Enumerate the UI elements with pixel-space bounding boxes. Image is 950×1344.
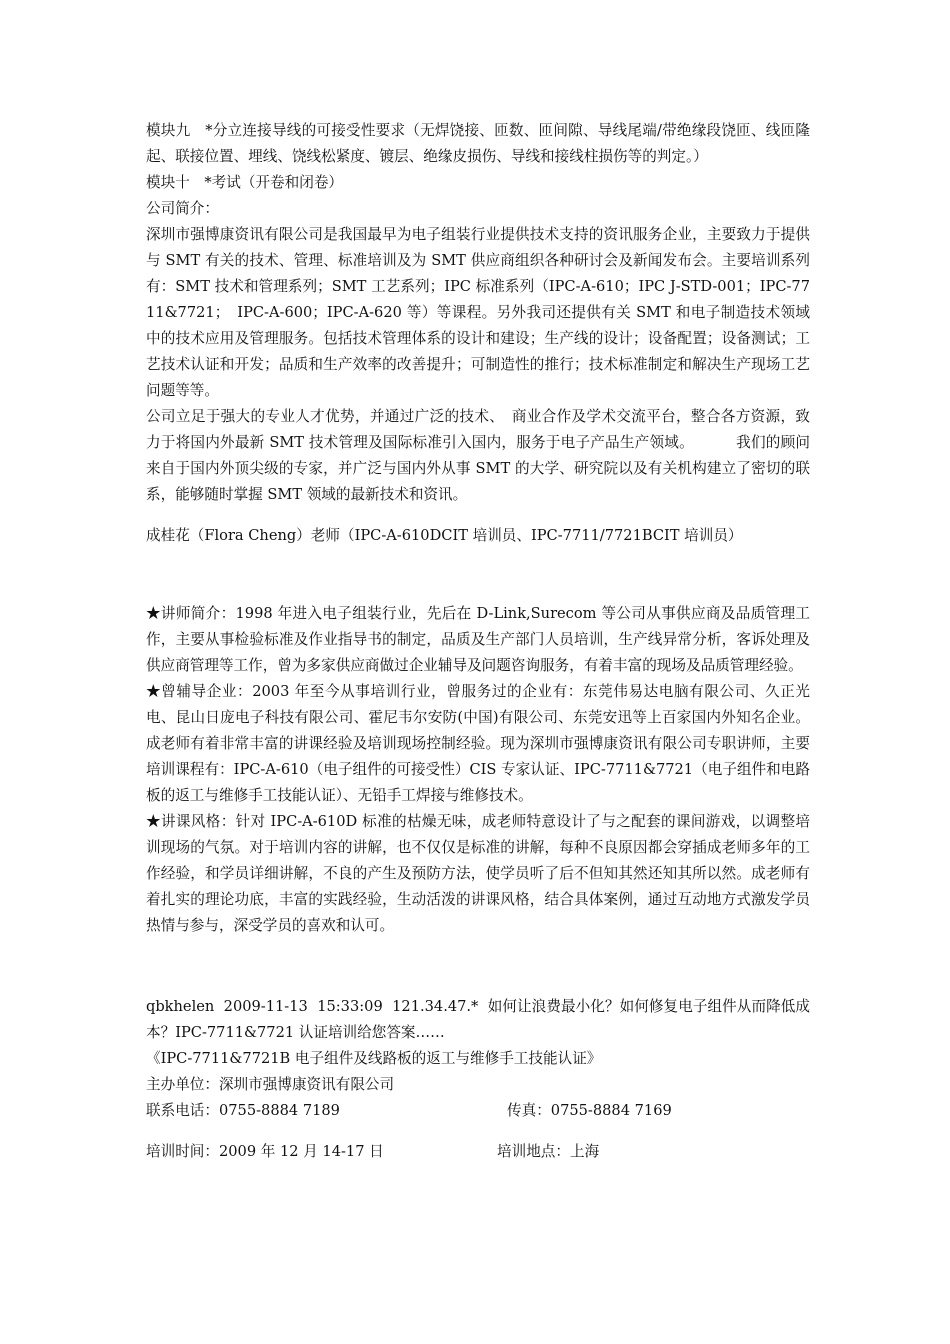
trainer-clients: ★曾辅导企业：2003 年至今从事培训行业，曾服务过的企业有：东莞伟易达电脑有限公司、久正光电、昆山日庞电子科技有限公司、霍尼韦尔安防(中国)有限公司、东莞安迅等上百家国内外知名企业。成老师有着非常丰富的讲课经验及培训现场控制经验。现为深圳市强博康资讯有限公司专职讲师，主要培训课程有：IPC-A-610（电子组件的可接受性）CIS 专家认证、IPC-7711&7721（电子组件和电路板的返工与维修手工技能认证）、无铅手工焊接与维修技术。 xyxy=(146,683,810,804)
training-place: 培训地点：上海 xyxy=(497,1143,600,1160)
module-ten: 模块十 *考试（开卷和闭卷） xyxy=(146,174,344,191)
spacer xyxy=(146,549,810,601)
schedule-row xyxy=(146,1139,810,1165)
spacer xyxy=(146,939,810,994)
company-strengths-b: 我们的顾问来自于国内外顶尖级的专家，并广泛与国内外从事 SMT 的大学、研究院以及有关机构建立了密切的联系，能够随时掌握 SMT 领域的最新技术和资讯。 xyxy=(146,434,810,503)
company-intro: 深圳市强博康资讯有限公司是我国最早为电子组装行业提供技术支持的资讯服务企业，主要致力于提供与 SMT 有关的技术、管理、标准培训及为 SMT 供应商组织各种研讨会及新闻发布会。主要培训系列有：SMT 技术和管理系列；SMT 工艺系列；IPC 标准系列（IPC-A-610；IPC J-STD-001；IPC-7711&7721； IPC-A-600；IPC-A-620 等）等课程。另外我司还提供有关 SMT 和电子制造技术领域中的技术应用及管理服务。包括技术管理体系的设计和建设；生产线的设计；设备配置；设备测试；工艺技术认证和开发；品质和生产效率的改善提升；可制造性的推行；技术标准制定和解决生产现场工艺问题等等。 xyxy=(146,226,810,399)
spacer xyxy=(146,508,810,523)
trainer-title: 成桂花（Flora Cheng）老师（IPC-A-610DCIT 培训员、IPC-7711/7721BCIT 培训员） xyxy=(146,527,743,544)
company-strengths-a: 公司立足于强大的专业人才优势，并通过广泛的技术、 商业合作及学术交流平台，整合各方资源，致力于将国内外最新 SMT 技术管理及国际标准引入国内，服务于电子产品生产领域。 xyxy=(146,408,810,451)
contact-row xyxy=(146,1098,810,1124)
course-title: 《IPC-7711&7721B 电子组件及线路板的返工与维修手工技能认证》 xyxy=(146,1050,602,1067)
company-heading: 公司简介： xyxy=(146,200,219,217)
phone: 联系电话：0755-8884 7189 xyxy=(146,1102,340,1119)
training-time: 培训时间：2009 年 12 月 14-17 日 xyxy=(146,1143,384,1160)
spacer xyxy=(146,1124,810,1139)
document-page xyxy=(146,118,810,1165)
company-strengths xyxy=(146,404,810,508)
module-nine: 模块九 *分立连接导线的可接受性要求（无焊饶接、匝数、匝间隙、导线尾端/带绝缘段饶匝、线匝隆起、联接位置、埋线、饶线松紧度、镀层、绝缘皮损伤、导线和接线柱损伤等的判定。） xyxy=(146,122,810,165)
trainer-style: ★讲课风格：针对 IPC-A-610D 标准的枯燥无味，成老师特意设计了与之配套的课间游戏，以调整培训现场的气氛。对于培训内容的讲解，也不仅仅是标准的讲解，每种不良原因都会穿插成老师多年的工作经验，和学员详细讲解，不良的产生及预防方法，使学员听了后不但知其然还知其所以然。成老师有着扎实的理论功底，丰富的实践经验，生动活泼的讲课风格，结合具体案例，通过互动地方式激发学员热情与参与，深受学员的喜欢和认可。 xyxy=(146,813,810,934)
organizer: 主办单位：深圳市强博康资讯有限公司 xyxy=(146,1076,395,1093)
fax: 传真：0755-8884 7169 xyxy=(507,1102,672,1119)
post-meta: qbkhelen 2009-11-13 15:33:09 121.34.47.* 如何让浪费最小化？如何修复电子组件从而降低成本？IPC-7711&7721 认证培训给您答案…… xyxy=(146,998,810,1041)
trainer-intro: ★讲师简介：1998 年进入电子组装行业，先后在 D-Link,Surecom 等公司从事供应商及品质管理工作，主要从事检验标准及作业指导书的制定，品质及生产部门人员培训，生产线异常分析，客诉处理及供应商管理等工作，曾为多家供应商做过企业辅导及问题咨询服务，有着丰富的现场及品质管理经验。 xyxy=(146,605,810,674)
